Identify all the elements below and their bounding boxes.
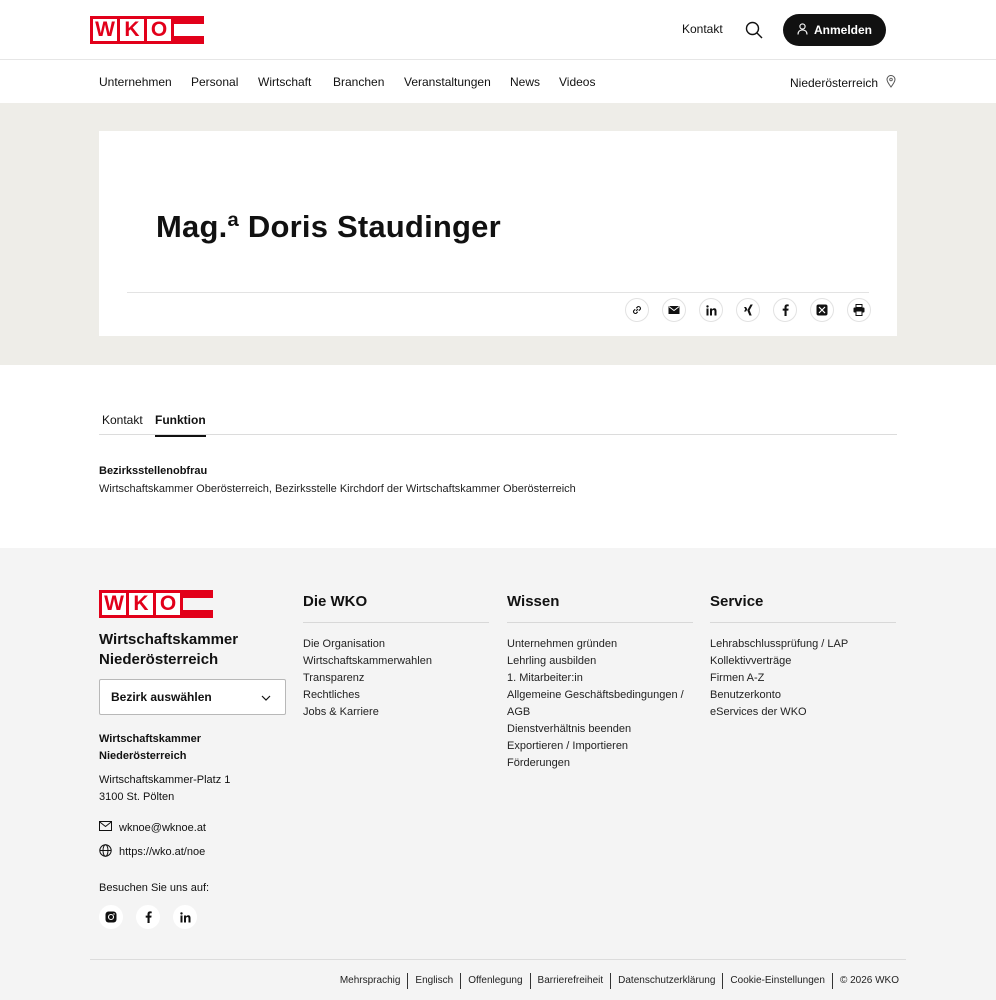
social-links bbox=[99, 905, 197, 929]
divider bbox=[90, 959, 906, 960]
legal-link-cookies[interactable]: Cookie-Einstellungen bbox=[722, 973, 832, 989]
footer-link[interactable]: Kollektivverträge bbox=[710, 655, 792, 667]
main-nav bbox=[0, 60, 996, 103]
footer-link[interactable]: Jobs & Karriere bbox=[303, 706, 379, 718]
tab-bar bbox=[99, 403, 897, 435]
copyright: © 2026 WKO bbox=[832, 973, 906, 989]
mail-icon bbox=[99, 821, 112, 834]
legal-link-datenschutz[interactable]: Datenschutzerklärung bbox=[610, 973, 722, 989]
footer-org-name: Wirtschaftskammer Niederösterreich bbox=[99, 631, 239, 668]
facebook-icon[interactable] bbox=[773, 298, 797, 322]
footer-link[interactable]: Die Organisation bbox=[303, 638, 385, 650]
user-icon bbox=[797, 23, 808, 38]
nav-item-veranstaltungen[interactable]: Veranstaltungen bbox=[404, 75, 491, 89]
footer-link[interactable]: Rechtliches bbox=[303, 689, 360, 701]
footer-link[interactable]: Lehrabschlussprüfung / LAP bbox=[710, 638, 849, 650]
xing-icon[interactable] bbox=[736, 298, 760, 322]
footer-link[interactable]: Förderungen bbox=[507, 757, 570, 769]
footer-link[interactable]: Firmen A-Z bbox=[710, 672, 765, 684]
email-line[interactable] bbox=[99, 821, 206, 834]
login-button[interactable] bbox=[783, 14, 886, 46]
region-selector[interactable] bbox=[790, 75, 896, 91]
facebook-icon[interactable] bbox=[136, 905, 160, 929]
footer-column-die-wko bbox=[303, 593, 489, 721]
mail-icon[interactable] bbox=[662, 298, 686, 322]
region-label: Niederösterreich bbox=[790, 76, 879, 90]
footer-column-service bbox=[710, 593, 896, 721]
link-icon[interactable] bbox=[625, 298, 649, 322]
address-name: Wirtschaftskammer Niederösterreich bbox=[99, 733, 201, 762]
nav-item-branchen[interactable]: Branchen bbox=[333, 75, 385, 89]
x-icon[interactable] bbox=[810, 298, 834, 322]
legal-link-offenlegung[interactable]: Offenlegung bbox=[460, 973, 529, 989]
email-link[interactable]: wknoe@wknoe.at bbox=[119, 821, 206, 834]
tab-funktion[interactable]: Funktion bbox=[155, 413, 206, 437]
footer-link[interactable]: Wirtschaftskammerwahlen bbox=[303, 655, 432, 667]
footer-link[interactable]: Benutzerkonto bbox=[710, 689, 781, 701]
web-line[interactable] bbox=[99, 844, 205, 860]
linkedin-icon[interactable] bbox=[173, 905, 197, 929]
nav-item-videos[interactable]: Videos bbox=[559, 75, 596, 89]
logo-letter: O bbox=[147, 19, 171, 41]
footer-column-title: Service bbox=[710, 593, 896, 623]
top-bar bbox=[0, 0, 996, 60]
footer-link[interactable]: Transparenz bbox=[303, 672, 365, 684]
footer bbox=[0, 548, 996, 1000]
footer-link[interactable]: Allgemeine Geschäftsbedingungen / AGB bbox=[507, 689, 684, 718]
footer-link[interactable]: Lehrling ausbilden bbox=[507, 655, 597, 667]
footer-column-title: Die WKO bbox=[303, 593, 489, 623]
wko-logo[interactable] bbox=[90, 16, 204, 44]
globe-icon bbox=[99, 844, 112, 860]
legal-link-englisch[interactable]: Englisch bbox=[407, 973, 460, 989]
logo-letter: K bbox=[120, 19, 144, 41]
nav-item-unternehmen[interactable]: Unternehmen bbox=[99, 75, 172, 89]
divider bbox=[127, 292, 869, 293]
footer-link[interactable]: Exportieren / Importieren bbox=[507, 740, 629, 752]
linkedin-icon[interactable] bbox=[699, 298, 723, 322]
bezirk-select-label: Bezirk auswählen bbox=[111, 690, 212, 704]
web-link[interactable]: https://wko.at/noe bbox=[119, 846, 206, 858]
logo-letter: O bbox=[156, 593, 180, 615]
print-icon[interactable] bbox=[847, 298, 871, 322]
contact-link[interactable]: Kontakt bbox=[682, 22, 723, 36]
footer-link[interactable]: Dienstverhältnis beenden bbox=[507, 723, 632, 735]
footer-link[interactable]: 1. Mitarbeiter:in bbox=[507, 672, 583, 684]
page-title: Mag.ª Doris Staudinger bbox=[156, 209, 501, 244]
bezirk-select[interactable] bbox=[99, 679, 286, 715]
footer-column-wissen bbox=[507, 593, 693, 772]
search-icon[interactable] bbox=[744, 20, 764, 40]
login-label: Anmelden bbox=[813, 23, 872, 37]
legal-link-mehrsprachig[interactable]: Mehrsprachig bbox=[339, 975, 401, 986]
tab-kontakt[interactable]: Kontakt bbox=[102, 413, 143, 427]
footer-link[interactable]: Unternehmen gründen bbox=[507, 638, 618, 650]
profile-card bbox=[99, 131, 897, 336]
wko-logo[interactable] bbox=[99, 590, 213, 618]
logo-letter: K bbox=[129, 593, 153, 615]
function-title: Bezirksstellenobfrau bbox=[99, 465, 208, 477]
logo-letter: W bbox=[102, 593, 126, 615]
nav-item-personal[interactable]: Personal bbox=[191, 75, 239, 89]
instagram-icon[interactable] bbox=[99, 905, 123, 929]
function-organization: Wirtschaftskammer Oberösterreich, Bezirksstelle Kirchdorf der Wirtschaftskammer Oberösterreich bbox=[99, 483, 576, 495]
legal-link-barrierefreiheit[interactable]: Barrierefreiheit bbox=[530, 973, 611, 989]
location-pin-icon bbox=[886, 75, 896, 91]
legal-links bbox=[333, 973, 906, 989]
footer-column-title: Wissen bbox=[507, 593, 693, 623]
address-street: Wirtschaftskammer-Platz 1 bbox=[99, 774, 231, 786]
share-bar bbox=[625, 298, 871, 322]
nav-item-news[interactable]: News bbox=[510, 75, 541, 89]
address-city: 3100 St. Pölten bbox=[99, 791, 175, 803]
address-block bbox=[99, 772, 230, 806]
social-label: Besuchen Sie uns auf: bbox=[99, 882, 210, 894]
footer-link[interactable]: eServices der WKO bbox=[710, 706, 807, 718]
chevron-down-icon bbox=[261, 690, 271, 704]
nav-item-wirtschaft[interactable]: Wirtschaft bbox=[258, 75, 312, 89]
logo-letter: W bbox=[93, 19, 117, 41]
